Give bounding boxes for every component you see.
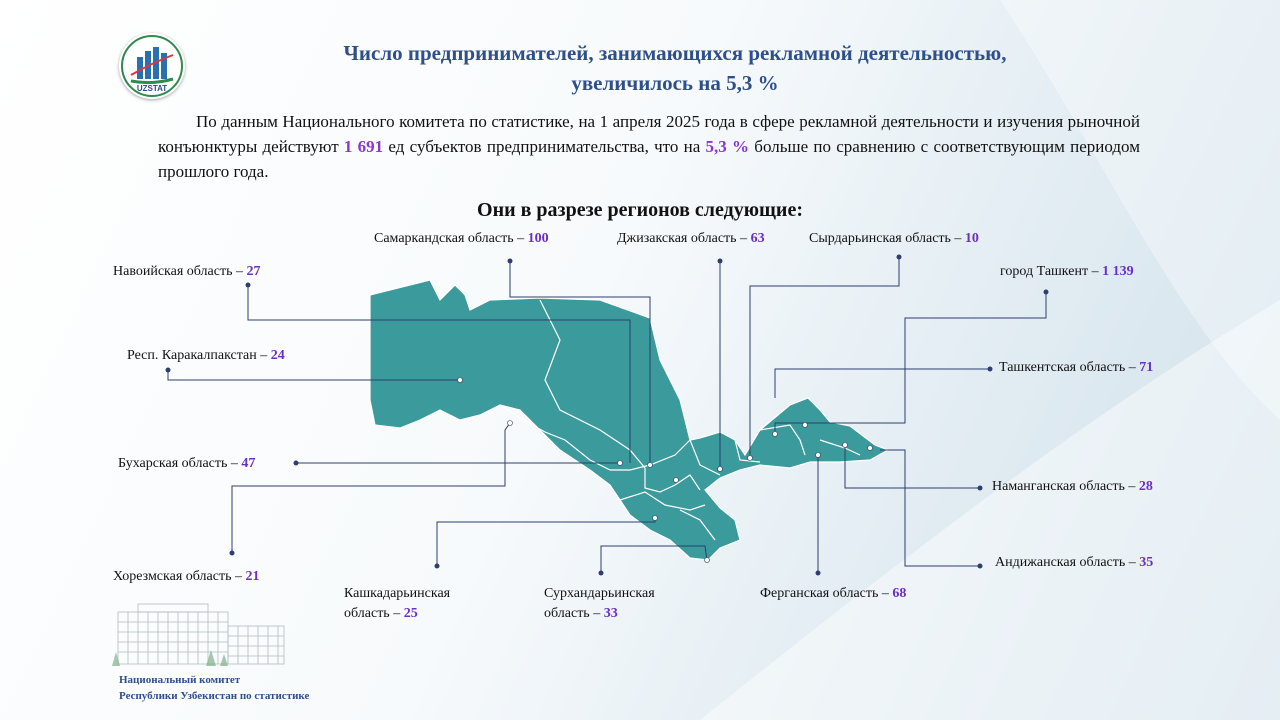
label-kashkadarya-line2: область – 25 [344, 606, 418, 621]
label-fergana: Ферганская область – 68 [760, 586, 907, 601]
label-kashkadarya-line1: Кашкадарьинская [344, 586, 451, 601]
label-tashkent-region: Ташкентская область – 71 [999, 360, 1154, 375]
section-subtitle: Они в разрезе регионов следующие: [477, 199, 803, 221]
label-syrdarya: Сырдарьинская область – 10 [809, 231, 979, 246]
footer-line-1: Национальный комитет [119, 674, 241, 686]
map-country-shape [370, 280, 888, 560]
label-namangan: Наманганская область – 28 [992, 479, 1153, 494]
label-samarkand: Самаркандская область – 100 [374, 231, 549, 246]
label-surkhandarya-line2: область – 33 [544, 606, 618, 621]
lead-text-3: больше по сравнению с соответствующим периодом прошлого года. [158, 137, 1140, 181]
leader-kashkadarya [437, 518, 655, 566]
label-andijan: Андижанская область – 35 [995, 555, 1154, 570]
logo-text: UZSTAT [136, 84, 168, 93]
label-karakalpakstan: Респ. Каракалпакстан – 24 [127, 348, 285, 363]
title-line-1: Число предпринимателей, занимающихся рекламной деятельностью, [343, 41, 1007, 65]
label-khorezm: Хорезмская область – 21 [113, 569, 260, 584]
lead-percent: 5,3 % [705, 137, 750, 156]
lead-text-1: По данным Национального комитета по статистике, на 1 апреля 2025 года в сфере рекламной деятельности и изучения рыночной конъюнктуры действуют [158, 112, 1140, 156]
lead-text-2: ед субъектов предпринимательства, что на [383, 137, 706, 156]
building-illustration [108, 602, 288, 670]
leader-andijan [880, 450, 980, 566]
leader-tashkent-reg [775, 369, 990, 398]
footer-line-2: Республики Узбекистан по статистике [119, 690, 310, 702]
title-line-2: увеличилось на 5,3 % [571, 71, 779, 95]
footer-organization [119, 672, 309, 704]
leader-khorezm [232, 423, 510, 553]
label-surkhandarya-line1: Сурхандарьинская [544, 586, 655, 601]
lead-count: 1 691 [343, 137, 384, 156]
label-jizzakh: Джизакская область – 63 [617, 231, 765, 246]
label-bukhara: Бухарская область – 47 [118, 456, 256, 471]
label-tashkent-city: город Ташкент – 1 139 [1000, 264, 1134, 279]
label-navoi: Навоийская область – 27 [113, 264, 261, 279]
